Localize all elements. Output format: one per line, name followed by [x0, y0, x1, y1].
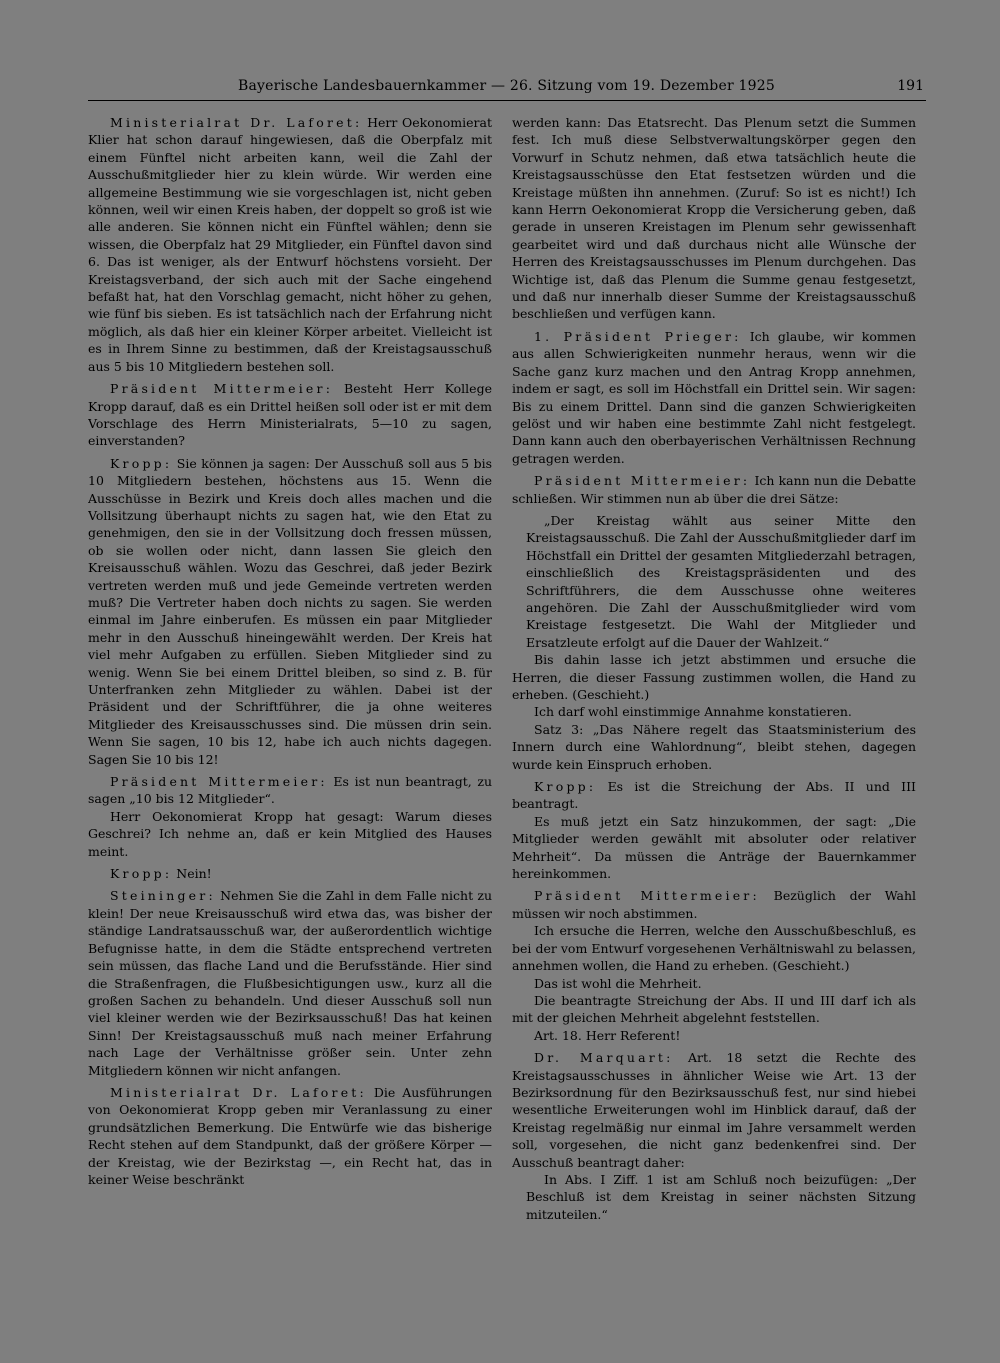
paragraph-text: Ich kann nun die Debatte schließen. Wir stimmen nun ab über die drei Sätze: — [512, 473, 916, 506]
paragraph-text: „Der Kreistag wählt aus seiner Mitte den Kreistagsausschuß. Die Zahl der Ausschußmitglieder darf im Höchstfall ein Drittel der gesamten Mitgliederzahl betragen, einschließlich des Kreistagspräsidenten und des Schriftführers, die dem Ausschusse ohne weiteres angehören. Die Zahl der Ausschußmitglieder wird vom Kreistage festgesetzt. Die Wahl der Mitglieder und Ersatzleute erfolgt auf die Dauer der Wahlzeit.“ — [526, 512, 916, 650]
paragraph — [512, 721, 916, 773]
speaker-name: Präsident Mittermeier: — [534, 473, 751, 489]
paragraph-text: Es ist nun beantragt, zu sagen „10 bis 12 Mitglieder“. — [88, 774, 492, 807]
paragraph-text: Nehmen Sie die Zahl in dem Falle nicht zu klein! Der neue Kreisausschuß wird etwa das, was bisher der ständige Landratsausschuß war, der außerordentlich wichtige Befugnisse hatte, in dem die Städte entsprechend vertreten sein müssen, das flache Land und die Berufsstände. Hier sind die Straßenfragen, die Flußbesichtigungen usw., kurz all die großen Sachen zu behandeln. Und dieser Ausschuß soll nun viel kleiner werden wie der Bezirksausschuß! Das hat keinen Sinn! Der Kreistagsausschuß muß nach meiner Erfahrung nach Lage der Verhältnisse größer sein. Unter zehn Mitgliedern können wir nicht anfangen. — [88, 888, 492, 1078]
paragraph-text: Die Ausführungen von Oekonomierat Kropp geben mir Veranlassung zu einer grundsätzlichen Bemerkung. Die Entwürfe wie das bisherige Recht stehen auf dem Standpunkt, daß der größere Körper — der Kreistag, wie der Bezirkstag —, ein Recht hat, das in keiner Weise beschränkt — [88, 1084, 492, 1187]
paragraph-text: Ich darf wohl einstimmige Annahme konstatieren. — [534, 704, 852, 720]
paragraph-text: Besteht Herr Kollege Kropp darauf, daß es ein Drittel heißen soll oder ist er mit dem Vorschlage des Herrn Ministerialrats, 5—10 zu sagen, einverstanden? — [88, 381, 492, 449]
paragraph — [526, 1171, 916, 1223]
paragraph — [512, 992, 916, 1027]
paragraph-text: Satz 3: „Das Nähere regelt das Staatsministerium des Innern durch eine Wahlordnung“, bleibt stehen, dagegen wurde kein Einspruch erhoben. — [512, 721, 916, 772]
speaker-name: Präsident Mittermeier: — [534, 888, 760, 904]
paragraph-text: Herr Oekonomierat Kropp hat gesagt: Warum dieses Geschrei? Ich nehme an, daß er kein Mitglied des Hauses meint. — [88, 808, 492, 859]
paragraph-text: Bis dahin lasse ich jetzt abstimmen und ersuche die Herren, die dieser Fassung zustimmen wollen, die Hand zu erheben. (Geschieht.) — [512, 652, 916, 702]
paragraph-text: Art. 18 setzt die Rechte des Kreistagsausschusses in ähnlicher Weise wie Art. 13 der Bezirksordnung für den Bezirksausschuß fest, nur sind hiebei wesentliche Erweiterungen wohl im Hinblick darauf, daß der Kreistag regelmäßig nur einmal im Jahre versammelt werden soll, vorgesehen, die nicht ganz bedenkenfrei sind. Der Ausschuß beantragt daher: — [512, 1050, 916, 1170]
speaker-name: Dr. Marquart: — [534, 1050, 674, 1066]
speaker-name: Ministerialrat Dr. Laforet: — [110, 115, 363, 130]
speaker-name: Kropp: — [110, 455, 173, 471]
speaker-name: Kropp: — [110, 866, 173, 882]
speaker-name: Ministerialrat Dr. Laforet: — [110, 1084, 367, 1100]
paragraph-text: Art. 18. Herr Referent! — [534, 1027, 681, 1043]
speaker-name: Präsident Mittermeier: — [110, 381, 334, 397]
paragraph-text: Herr Oekonomierat Klier hat schon darauf hingewiesen, daß die Oberpfalz mit einem Fünftel nicht arbeiten kann, weil die Zahl der Ausschußmitglieder hier zu klein würde. Wir werden eine allgemeine Bestimmung wie sie vorgeschlagen ist, nicht geben können, weil wir einen Kreis haben, der doppelt so groß ist wie alle anderen. Sie können nicht ein Fünftel wählen; denn sie wissen, die Oberpfalz hat 29 Mitglieder, ein Fünftel davon sind 6. Das ist weniger, als der Entwurf höchstens vorsieht. Der Kreistagsverband, der sich auch mit der Sache eingehend befaßt hat, hat den Vorschlag gemacht, nicht höher zu gehen, wie fünf bis sieben. Es ist tatsächlich nach der Erfahrung nicht möglich, als daß hier ein kleiner Körper arbeitet. Vielleicht ist es in Ihrem Sinne zu bestimmen, daß der Kreistagsausschuß aus 5 bis 10 Mitgliedern bestehen soll. — [88, 115, 492, 374]
paragraph — [512, 813, 916, 883]
paragraph — [512, 651, 916, 703]
paragraph — [88, 773, 492, 808]
paragraph-text: Bezüglich der Wahl müssen wir noch abstimmen. — [512, 888, 916, 921]
paragraph — [512, 887, 916, 922]
paragraph — [88, 455, 492, 768]
paragraph — [512, 472, 916, 507]
page-number: 191 — [897, 78, 924, 94]
paragraph — [88, 114, 492, 375]
right-column — [512, 114, 916, 1352]
paragraph-text: Die beantragte Streichung der Abs. II und III darf ich als mit der gleichen Mehrheit abgelehnt feststellen. — [512, 992, 916, 1026]
paragraph — [512, 922, 916, 974]
paragraph — [512, 1049, 916, 1171]
paragraph — [526, 512, 916, 651]
left-column — [88, 114, 492, 1352]
speaker-name: Steininger: — [110, 888, 216, 904]
speaker-name: 1. Präsident Prieger: — [534, 328, 742, 344]
paragraph — [512, 1027, 916, 1044]
running-head: Bayerische Landesbauernkammer — 26. Sitzung vom 19. Dezember 1925 — [238, 78, 775, 94]
page-header — [88, 74, 926, 101]
paragraph-text: Ich ersuche die Herren, welche den Ausschußbeschluß, es bei der vom Entwurf vorgesehenen Verhältniswahl zu belassen, annehmen wollen, die Hand zu erheben. (Geschieht.) — [512, 923, 916, 974]
speaker-name: Kropp: — [534, 779, 597, 795]
paragraph-text: Ich glaube, wir kommen aus allen Schwierigkeiten nunmehr heraus, wenn wir die Sache ganz kurz machen und den Antrag Kropp annehmen, indem er sagt, es soll im Höchstfall ein Drittel sein. Wir sagen: Bis zu einem Drittel. Dann sind die ganzen Schwierigkeiten gelöst und wir haben eine bestimmte Zahl nicht festgelegt. Dann kann auch den oberbayerischen Verhältnissen Rechnung getragen werden. — [512, 328, 916, 466]
paragraph — [88, 380, 492, 450]
paragraph-text: werden kann: Das Etatsrecht. Das Plenum setzt die Summen fest. Ich muß diese Selbstverwaltungskörper gegen den Vorwurf in Schutz nehmen, daß etwa tatsächlich heute die Kreistagsausschüsse den Etat festsetzen würden und die Kreistage müßten ihn annehmen. (Zuruf: So ist es nicht!) Ich kann Herrn Oekonomierat Kropp die Versicherung geben, daß gerade in unseren Kreistagen im Plenum sehr gewissenhaft gearbeitet wird und daß durchaus nicht alle Wünsche der Herren des Kreistagsausschusses im Plenum durchgehen. Das Wichtige ist, daß das Plenum die Summe genau festgesetzt, und daß nur innerhalb dieser Summe der Kreistagsausschuß beschließen und verfügen kann. — [512, 115, 916, 322]
paragraph — [88, 808, 492, 860]
paragraph — [512, 778, 916, 813]
paragraph — [88, 1084, 492, 1188]
paragraph-text: In Abs. I Ziff. 1 ist am Schluß noch beizufügen: „Der Beschluß ist dem Kreistag in seiner nächsten Sitzung mitzuteilen.“ — [526, 1171, 916, 1222]
paragraph — [512, 975, 916, 992]
paragraph-text: Es muß jetzt ein Satz hinzukommen, der sagt: „Die Mitglieder werden gewählt mit absoluter oder relativer Mehrheit“. Da müssen die Anträge der Bauernkammer hereinkommen. — [512, 813, 916, 882]
paragraph-text: Sie können ja sagen: Der Ausschuß soll aus 5 bis 10 Mitgliedern bestehen, höchstens aus 15. Wenn die Ausschüsse in Bezirk und Kreis doch alles machen und die Vollsitzung überhaupt nichts zu sagen hat, wie den Etat zu genehmigen, den sie in der Vollsitzung doch fressen müssen, ob sie wollen oder nicht, dann lassen Sie gleich den Kreisausschuß wählen. Wozu das Geschrei, daß jeder Bezirk vertreten werden muß und jede Gemeinde vertreten werden muß? Die Vertreter haben doch nichts zu sagen. Sie werden einmal im Jahre einberufen. Es müssen ein paar Mitglieder mehr in den Ausschuß hineingewählt werden. Der Kreis hat viel mehr Aufgaben zu erfüllen. Sieben Mitglieder sind zu wenig. Wenn Sie bei einem Drittel bleiben, so sind z. B. für Unterfranken zehn Mitglieder zu wählen. Dabei ist der Präsident und der Schriftführer, die ja ohne weiteres Mitglieder des Kreisausschusses sind. Die müssen drin sein. Wenn Sie sagen, 10 bis 12, habe ich auch nichts dagegen. Sagen Sie 10 bis 12! — [88, 455, 492, 767]
paragraph — [512, 114, 916, 323]
paragraph — [512, 703, 916, 720]
paragraph-text: Es ist die Streichung der Abs. II und III beantragt. — [512, 779, 916, 812]
speaker-name: Präsident Mittermeier: — [110, 774, 328, 790]
paragraph-text: Nein! — [176, 866, 212, 882]
paragraph — [512, 328, 916, 467]
paragraph — [88, 887, 492, 1078]
paragraph — [88, 865, 492, 882]
paragraph-text: Das ist wohl die Mehrheit. — [534, 975, 702, 991]
